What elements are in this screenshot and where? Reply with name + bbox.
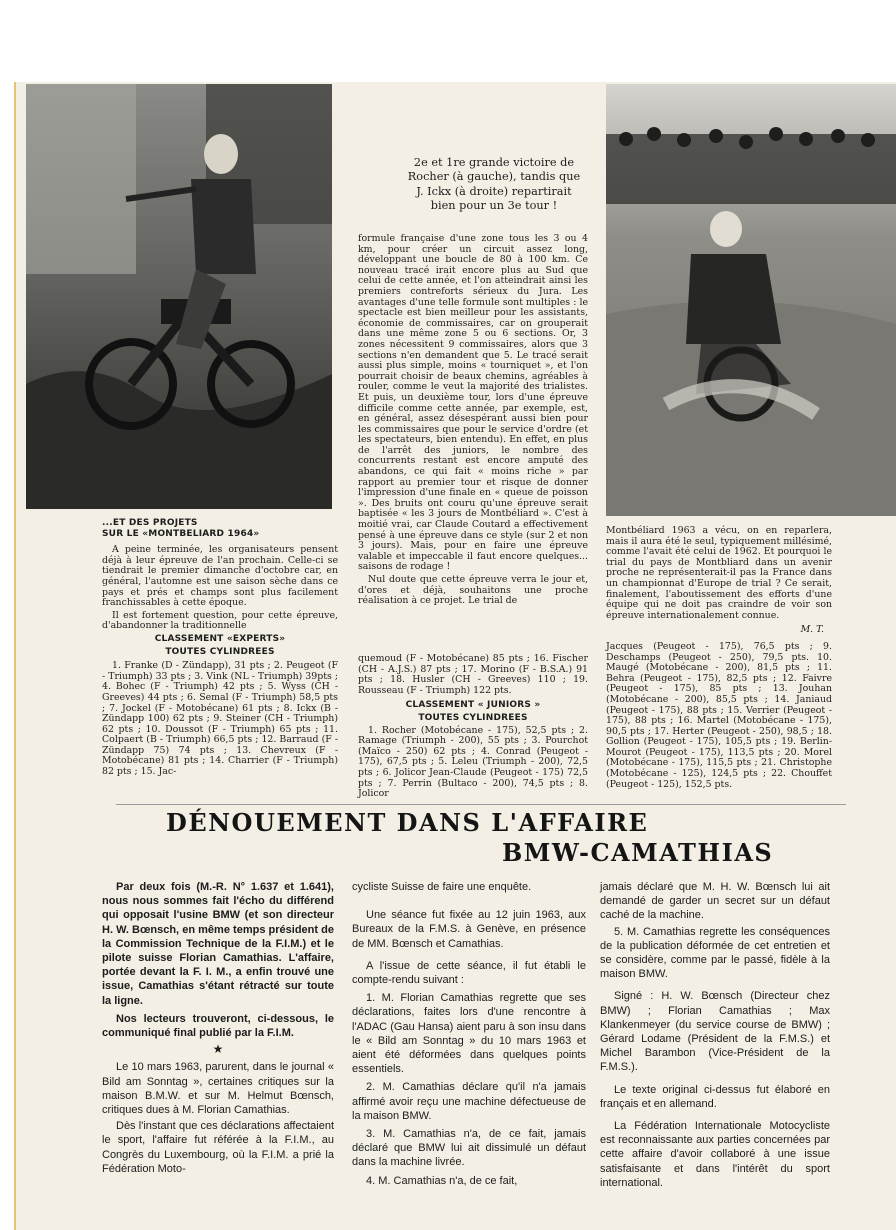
- paragraph: Le 10 mars 1963, parurent, dans le journal « Bild am Sonntag », certaines critiques sur la maison B.M.W. et sur M. Helmut Bœnsch, critiques dues à M. Florian Camathias.: [102, 1061, 334, 1117]
- star-separator: ★: [212, 1042, 224, 1057]
- paragraph: A l'issue de cette séance, il fut établi le compte-rendu suivant :: [352, 959, 586, 987]
- paragraph: 1. M. Florian Camathias regrette que ses déclarations, faites lors d'une rencontre à l'ADAC (Gau Hansa) aient paru à son insu dans le « Bild am Sonntag » du 10 mars 1963 et aient été déformées dans quelques points essentiels.: [352, 992, 586, 1076]
- caption-line: bien pour un 3e tour !: [430, 198, 558, 212]
- paragraph: 5. M. Camathias regrette les conséquences de la publication déformée de cet entretien et se considère, comme par le passé, fidèle à la maison BMW.: [600, 925, 830, 981]
- photo-rider-left: [26, 84, 332, 509]
- intro-paragraph: Par deux fois (M.-R. N° 1.637 et 1.641), nous nous sommes fait l'écho du différend qui opposait l'usine BMW (et son directeur H. W. Bœnsch, en même temps président de la Commission Technique de la F.I.M.) et le pilote suisse Florian Camathias. L'affaire, portée devant la F. I. M., a enfin trouvé une issue, Camathias s'étant rétracté sur toute la ligne.: [102, 881, 334, 1007]
- paragraph: formule française d'une zone tous les 3 ou 4 km, pour créer un circuit assez long, développant une boucle de 80 à 100 km. Ce nouveau tracé irait encore plus au Sud que celui de cette année, et l'on atteindrait ainsi les premiers contreforts sérieux du Jura. Les avantages d'une telle formule sont multiples : le spectacle est bien meilleur pour les assistants, économie de commissaires, car on grouperait dans une même zone 5 ou 6 sections. Or, 3 zones nécessitent 9 commissaires, alors que 3 sections n'en demandent que 5. Le tracé serait aussi plus simple, moins « tourniquet », et l'on pourrait choisir de beaux chemins, agréables à rouler, comme le veut la majorité des trialistes. Et puis, un deuxième tour, lors d'une épreuve difficile comme cette année, par exemple, est, en général, assez désespérant aussi bien pour les commissaires que pour le service d'ordre (et les spectateurs, bien entendu). En effet, en plus de l'arrêt des juniors, le nombre des concurrents restant est encore amputé des abandons, ce qui fait « moins riche » par rapport au premier tour et risque de donner l'impression d'une finale en « queue de poisson ». Des bruits ont couru qu'une épreuve serait baptisée « les 3 jours de Montbéliard ». C'est à moitié vrai, car Claude Coutard a effectivement pensé à une épreuve dans ce style (sur 2 et non 3 jours). Mais, pour en faire une épreuve valable et impeccable il faut encore quelques... saisons de rodage !: [358, 233, 588, 573]
- paragraph: jamais déclaré que M. H. W. Bœnsch lui ait demandé de garder un secret sur un défaut caché de la machine.: [600, 881, 830, 922]
- article-left-column: [102, 518, 338, 780]
- caption-line: Rocher (à gauche), tandis que: [407, 170, 581, 184]
- paragraph: Signé : H. W. Bœnsch (Directeur chez BMW) ; Florian Camathias ; Max Klankenmeyer (du service course de BMW) ; Gérard Lodame (Président de la F.M.S.) et Michel Barambon (Vice-Président de la F.M.S.).: [600, 990, 830, 1074]
- classement-subheading: TOUTES CYLINDREES: [418, 712, 528, 723]
- results-list: quemoud (F - Motobécane) 85 pts ; 16. Fischer (CH - A.J.S.) 87 pts ; 17. Morino (F - B.S.A.) 91 pts ; 18. Husler (CH - Greeves) 110 ; 19. Rousseau (F - Triumph) 122 pts.: [358, 653, 588, 696]
- paragraph: A peine terminée, les organisateurs pensent déjà à leur épreuve de l'an prochain. Celle-ci se tiendrait le premier dimanche d'octobre car, en général, l'automne est une saison sèche dans ce pays et prés et champs sont plus facilement franchissables à cette époque.: [102, 544, 338, 609]
- paragraph: Le texte original ci-dessus fut élaboré en français et en allemand.: [600, 1083, 830, 1110]
- paragraph: Il est fortement question, pour cette épreuve, d'abandonner la traditionnelle: [102, 609, 338, 632]
- results-list: 1. Franke (D - Zündapp), 31 pts ; 2. Peugeot (F - Triumph) 33 pts ; 3. Vink (NL - Triumph) 39pts ; 4. Bohec (F - Triumph) 42 pts ; 5. Wyss (CH - Greeves) 44 pts ; 6. Semal (F - Triumph) 58,5 pts ; 7. Jockel (F - Motobécane) 61 pts ; 8. Ickx (B - Zündapp 100) 62 pts ; 9. Steiner (CH - Triumph) 62 pts ; 10. Doussot (F - Triumph) 65 pts ; 11. Colpaert (B - Triumph) 66,5 pts ; 12. Barraud (F - Zündapp 75) 74 pts ; 13. Chevreux (F - Motobécane) 81 pts ; 14. Charrier (F - Triumph) 82 pts ; 15. Jac-: [102, 660, 338, 778]
- caption-line: 2e et 1re grande victoire de: [413, 156, 575, 169]
- paragraph: 3. M. Camathias n'a, de ce fait, jamais déclaré que BMW lui ait dissimulé un défaut dans la machine livrée.: [352, 1128, 586, 1169]
- author-signature: M. T.: [800, 624, 824, 636]
- bmw-article-column-2: [352, 880, 586, 1196]
- article-middle-column: [358, 234, 588, 609]
- paragraph: cycliste Suisse de faire une enquête.: [352, 881, 532, 893]
- paragraph: La Fédération Internationale Motocycliste est reconnaissante aux parties concernées par cette affaire d'avoir collaboré à une issue satisfaisante et dans l'intérêt du sport international.: [600, 1120, 830, 1189]
- section-heading: [102, 518, 338, 539]
- photo-caption: [374, 156, 614, 213]
- caption-line: J. Ickx (à droite) repartirait: [416, 184, 572, 198]
- paragraph: 4. M. Camathias n'a, de ce fait,: [366, 1174, 518, 1187]
- intro-paragraph: Nos lecteurs trouveront, ci-dessous, le communiqué final publié par la F.I.M.: [102, 1012, 334, 1040]
- photo-rider-right: [606, 84, 896, 516]
- results-middle-column: [358, 654, 588, 802]
- paragraph: 2. M. Camathias déclare qu'il n'a jamais affirmé avoir reçu une machine défectueuse de la maison BMW.: [352, 1081, 586, 1122]
- classement-heading: CLASSEMENT «EXPERTS»: [154, 633, 286, 644]
- paragraph: Nul doute que cette épreuve verra le jour et, d'ores et déjà, souhaitons une proche réalisation à ce projet. Le trial de: [358, 574, 588, 607]
- heading-line: SUR LE «MONTBELIARD 1964»: [102, 528, 260, 539]
- headline-line-2: BMW-CAMATHIAS: [502, 838, 774, 867]
- classement-subheading: TOUTES CYLINDREES: [165, 646, 275, 657]
- paragraph: Montbéliard 1963 a vécu, on en reparlera, mais il aura été le seul, typiquement millésimé, comme l'avait été celui de 1962. Et pourquoi le trial du pays de Montbliard dans un avenir proche ne représenterait-il pas la France dans un championnat d'Europe de trial ? Ce serait, finalement, l'aboutissement des efforts d'une équipe qui ne doit pas craindre de voir son épreuve internationalement connue.: [606, 525, 832, 621]
- results-list: 1. Rocher (Motobécane - 175), 52,5 pts ; 2. Ramage (Triumph - 200), 55 pts ; 3. Pourchot (Maïco - 250) 62 pts ; 4. Conrad (Peugeot - 175), 67,5 pts ; 5. Leleu (Triumph - 200), 72,5 pts ; 6. Jolicor Jean-Claude (Peugeot - 175) 72,5 pts ; 7. Perrin (Bultaco - 200), 74,5 pts ; 8. Jolicor: [358, 724, 588, 800]
- motorcycle-photo-icon: [26, 84, 332, 509]
- article-right-column: [606, 526, 832, 792]
- paragraph: Une séance fut fixée au 12 juin 1963, aux Bureaux de la F.M.S. à Genève, en présence de MM. Bœnsch et Camathias.: [352, 909, 586, 950]
- paragraph: Dès l'instant que ces déclarations affectaient le sport, l'affaire fut référée à la F.I.M., au Congrès du Luxembourg, où la F.I.M. a prié la Fédération Moto-: [102, 1120, 334, 1175]
- classement-heading: CLASSEMENT « JUNIORS »: [405, 700, 541, 711]
- bmw-article-column-3: [600, 880, 830, 1198]
- headline-line-1: DÉNOUEMENT DANS L'AFFAIRE: [166, 808, 649, 837]
- section-divider: [116, 804, 846, 805]
- crowd-photo-icon: [606, 84, 896, 516]
- bmw-article-column-1: [102, 880, 334, 1184]
- heading-line: ...ET DES PROJETS: [102, 518, 198, 528]
- magazine-page: [16, 82, 896, 1230]
- results-list: Jacques (Peugeot - 175), 76,5 pts ; 9. Deschamps (Peugeot - 250), 79,5 pts. 10. Maugé (Motobécane - 200), 81,5 pts ; 11. Behra (Peugeot - 175), 82,5 pts ; 12. Faivre (Peugeot - 175), 85 pts ; 13. Jouhan (Motobécane - 200), 85,5 pts ; 14. Janiaud (Peugeot - 175), 88 pts ; 15. Verrier (Peugeot - 175), 88 pts ; 16. Martel (Motobécane - 175), 90,5 pts ; 17. Herter (Peugeot - 250), 98,5 ; 18. Gollion (Peugeot - 175), 105,5 pts ; 19. Berlin-Mourot (Peugeot - 175), 113,5 pts ; 20. Morel (Motobécane - 175), 115,5 pts ; 21. Christophe (Motobécane - 125), 124,5 pts ; 22. Chouffet (Peugeot - 125), 152,5 pts.: [606, 640, 832, 790]
